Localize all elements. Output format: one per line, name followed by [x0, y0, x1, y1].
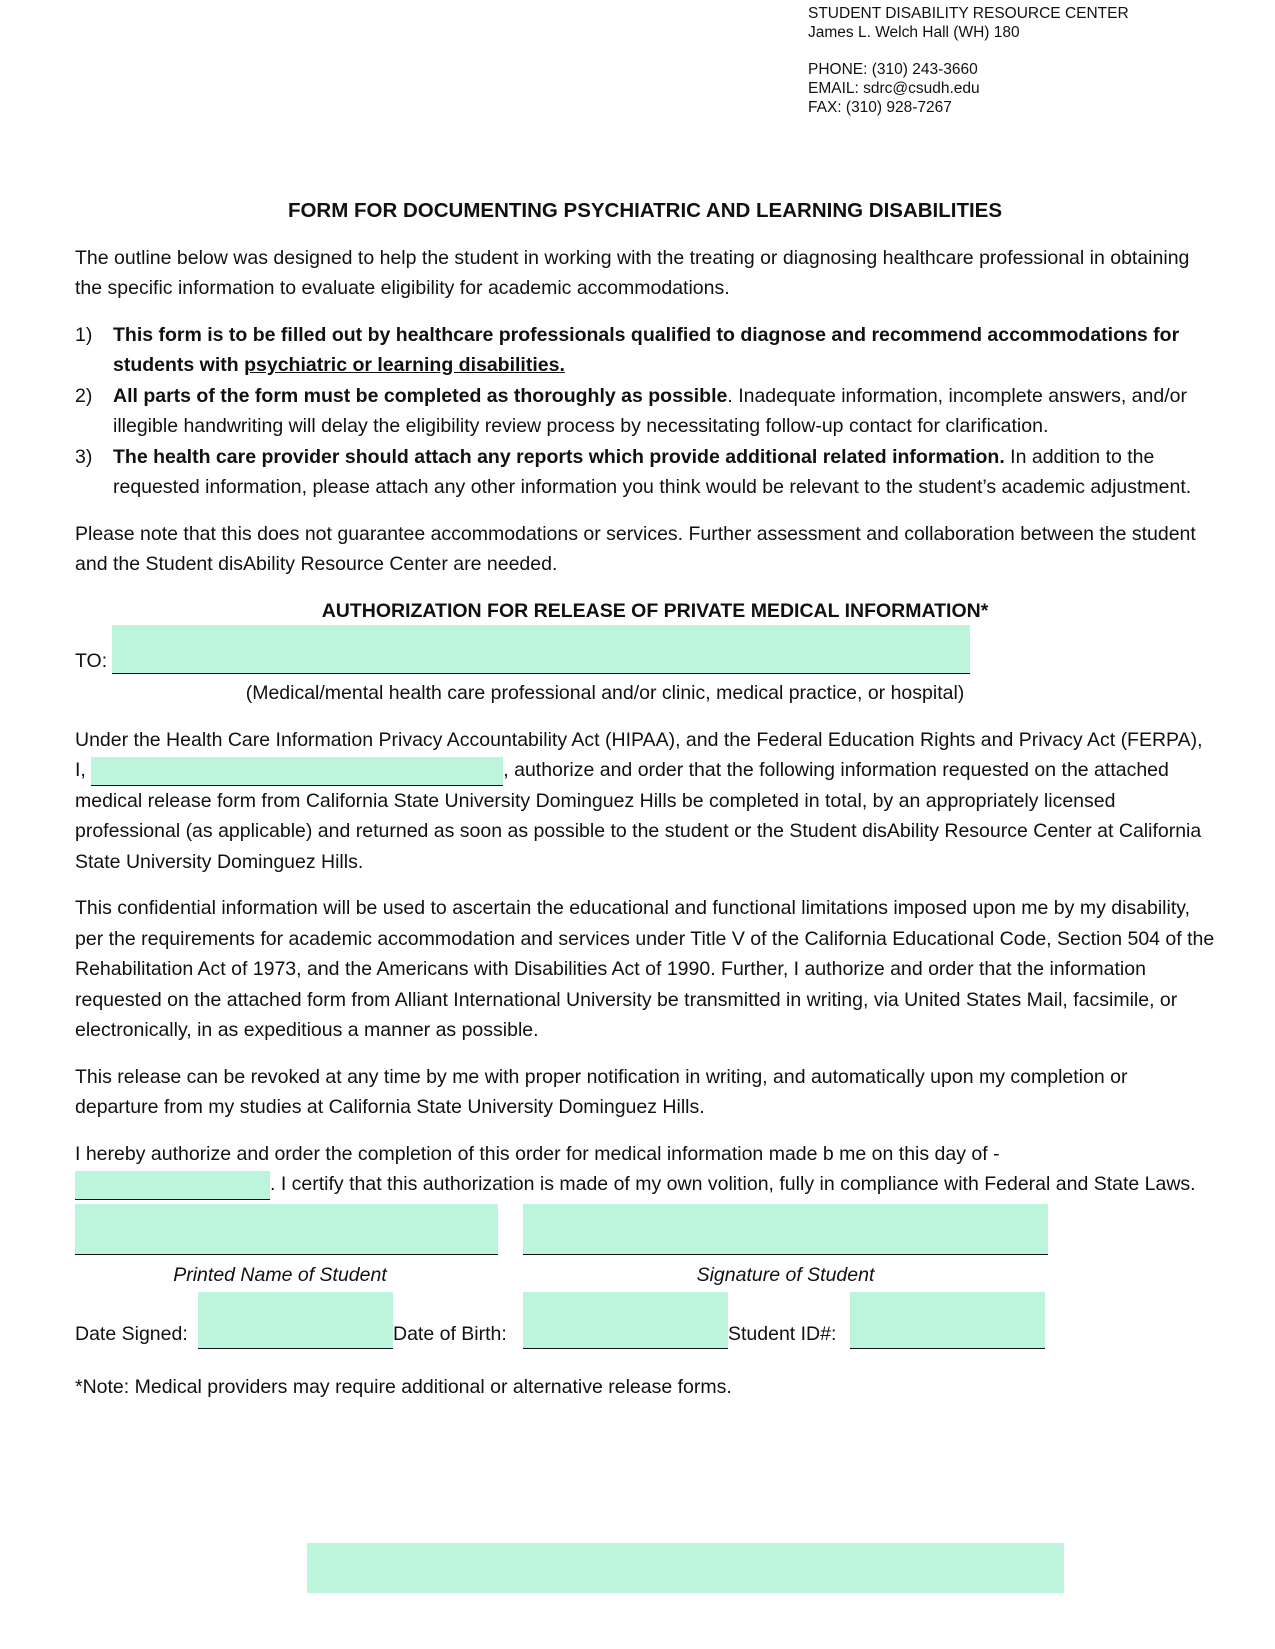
instruction-item-1 [75, 320, 1215, 381]
item-bold-text: The health care provider should attach any reports which provide additional related information. [113, 445, 1005, 468]
item-number: 1) [75, 323, 93, 346]
office-location: James L. Welch Hall (WH) 180 [808, 24, 1020, 41]
signature-row [75, 1204, 1215, 1260]
office-fax: FAX: (310) 928-7267 [808, 99, 952, 116]
hipaa-text-after: , authorize and order that the following information requested on the attached medical release form from California State University Dominguez Hills be completed in total, by an appropriately licensed professional (as applicable) and returned as soon as possible to the student or the Student disAbility Resource Center at California State University Dominguez Hills. [75, 759, 1202, 873]
item-number: 2) [75, 384, 93, 407]
date-of-birth-field[interactable] [523, 1292, 728, 1349]
instruction-list [75, 320, 1215, 503]
office-name: STUDENT DISABILITY RESOURCE CENTER [808, 5, 1129, 22]
instruction-item-2 [75, 381, 1215, 442]
recipient-field[interactable] [112, 625, 970, 674]
printed-name-field[interactable] [75, 1204, 498, 1255]
student-name-inline-field[interactable] [91, 757, 503, 786]
date-row [75, 1292, 1215, 1360]
item-text: . Inadequate information, incomplete answers, and/or illegible handwriting will delay the eligibility review process by necessitating follow-up contact for clarification. [113, 384, 1187, 437]
hereby-text-after: . I certify that this authorization is made of my own volition, fully in compliance with Federal and State Laws. [270, 1173, 1196, 1195]
hipaa-paragraph [75, 725, 1215, 878]
office-contact-header [808, 4, 1129, 117]
intro-paragraph: The outline below was designed to help the student in working with the treating or diagnosing healthcare professional in obtaining the specific information to evaluate eligibility for academic accommodations. [75, 246, 1190, 299]
item-number: 3) [75, 445, 93, 468]
student-id-label: Student ID#: [728, 1322, 837, 1345]
date-signed-label: Date Signed: [75, 1322, 188, 1345]
hereby-text-before: I hereby authorize and order the completion of this order for medical information made b me on this day of - [75, 1142, 1000, 1165]
printed-name-caption: Printed Name of Student [173, 1263, 387, 1286]
student-id-field[interactable] [850, 1292, 1045, 1349]
revoke-paragraph: This release can be revoked at any time by me with proper notification in writing, and automatically upon my completion or departure from my studies at California State University Dominguez Hills. [75, 1065, 1128, 1118]
to-label: TO: [75, 649, 108, 672]
form-title: FORM FOR DOCUMENTING PSYCHIATRIC AND LEARNING DISABILITIES [287, 199, 1003, 222]
instruction-item-3 [75, 442, 1215, 503]
hereby-paragraph [75, 1139, 1215, 1200]
signature-captions [75, 1260, 1215, 1290]
date-signed-field[interactable] [198, 1292, 393, 1349]
day-of-field[interactable] [75, 1171, 270, 1200]
item-underlined-text: psychiatric or learning disabilities. [244, 354, 565, 376]
authorization-heading: AUTHORIZATION FOR RELEASE OF PRIVATE MEDICAL INFORMATION* [321, 599, 989, 622]
item-bold-text: All parts of the form must be completed as thoroughly as possible [113, 384, 728, 407]
hipaa-text-before: Under the Health Care Information Privacy Accountability Act (HIPAA), and the Federal Education Rights and Privacy Act (FERPA), I, [75, 728, 1203, 781]
to-caption: (Medical/mental health care professional and/or clinic, medical practice, or hospital) [245, 682, 965, 704]
form-body [75, 196, 1215, 1418]
guarantee-note: Please note that this does not guarantee accommodations or services. Further assessment and collaboration between the student and the Student disAbility Resource Center are needed. [75, 522, 1196, 575]
to-row [75, 626, 1215, 676]
date-of-birth-label: Date of Birth: [393, 1322, 507, 1345]
item-bold-text: This form is to be filled out by healthcare professionals qualified to diagnose and recommend accommodations for students with [113, 323, 1180, 376]
office-phone: PHONE: (310) 243-3660 [808, 61, 978, 78]
footnote: *Note: Medical providers may require additional or alternative release forms. [75, 1375, 732, 1398]
signature-field[interactable] [523, 1204, 1048, 1255]
signature-caption: Signature of Student [696, 1263, 875, 1286]
confidential-paragraph: This confidential information will be used to ascertain the educational and functional limitations imposed upon me by my disability, per the requirements for academic accommodation and services under Title V of the California Educational Code, Section 504 of the Rehabilitation Act of 1973, and the Americans with Disabilities Act of 1990. Further, I authorize and order that the information requested on the attached form from Alliant International University be transmitted in writing, via United States Mail, facsimile, or electronically, in as expeditious a manner as possible. [75, 897, 1215, 1041]
bottom-form-field[interactable] [307, 1543, 1064, 1593]
item-text: In addition to the requested information, please attach any other information you think would be relevant to the student’s academic adjustment. [113, 445, 1192, 498]
office-email: EMAIL: sdrc@csudh.edu [808, 80, 980, 97]
